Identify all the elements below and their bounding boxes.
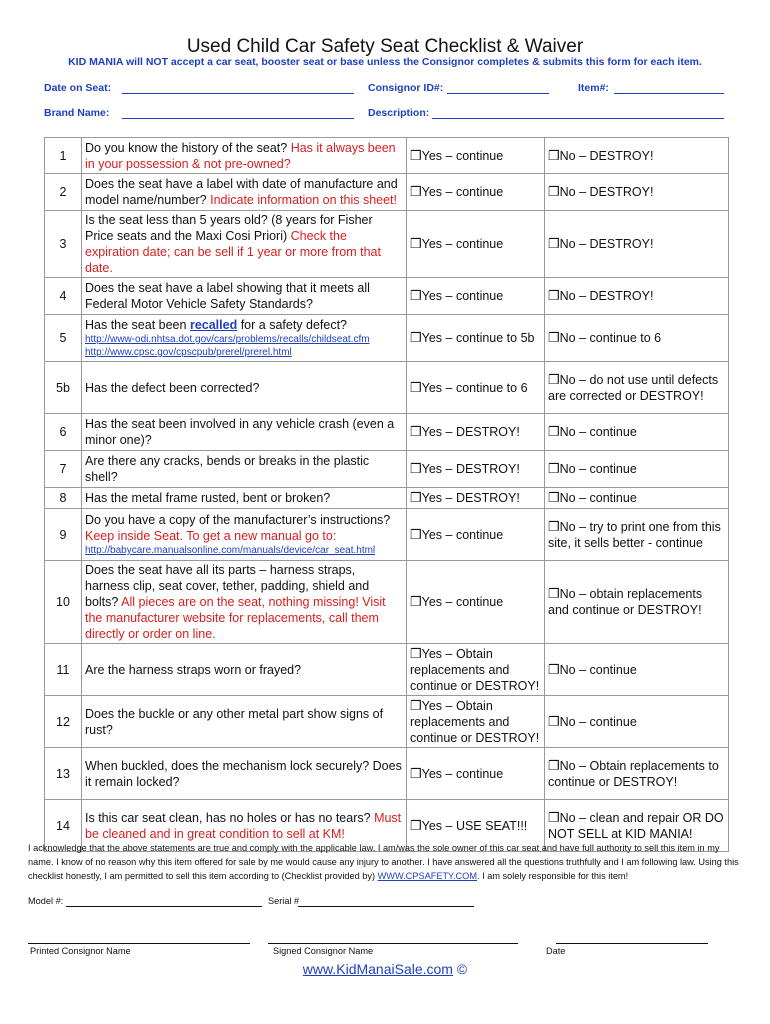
checkbox-icon[interactable]: ❒ (548, 288, 560, 303)
question-text: Has the seat been involved in any vehicle crash (even a minor one)? (85, 417, 395, 447)
checkbox-icon[interactable]: ❒ (410, 461, 422, 476)
yes-label: Yes – Obtain replacements and continue or DESTROY! (410, 646, 540, 693)
serial-field[interactable] (298, 906, 474, 907)
question-cell (82, 696, 407, 748)
checkbox-icon[interactable]: ❒ (548, 184, 560, 199)
yes-option[interactable] (407, 362, 545, 414)
acknowledgement-body: I acknowledge that the above statements are true and comply with the applicable law. I am/was the sole owner of this car seat and have full authority to sell this item in my name. I know of no reason why this item offered for sale by me would cause any injury to another. I have answered all the questions truthfully and I am following law. Using this checklist honestly, I am permitted to sell this item according to (Checklist provided by) (28, 843, 739, 881)
no-label: No – continue (559, 462, 637, 476)
checkbox-icon[interactable]: ❒ (548, 461, 560, 476)
row-number: 12 (45, 696, 82, 748)
table-row (45, 451, 729, 488)
question-cell (82, 278, 407, 315)
no-label: No – continue (559, 714, 637, 729)
serial-label: Serial # (268, 896, 300, 906)
no-label: No – do not use until defects are corrected or DESTROY! (548, 372, 719, 403)
row-number: 13 (45, 748, 82, 800)
checkbox-icon[interactable]: ❒ (548, 809, 560, 825)
question-text-end: for a safety defect? (240, 318, 348, 332)
checkbox-icon[interactable]: ❒ (548, 586, 560, 601)
item-number-label: Item#: (578, 82, 609, 94)
yes-label: Yes – Obtain replacements and continue or DESTROY! (410, 698, 540, 745)
yes-option[interactable] (407, 174, 545, 211)
no-option[interactable] (545, 211, 729, 278)
question-text: Do you know the history of the seat? (85, 140, 288, 155)
table-row (45, 315, 729, 362)
date-on-seat-field[interactable] (122, 93, 354, 94)
date-field[interactable] (556, 943, 708, 944)
no-option[interactable] (545, 509, 729, 561)
question-cell (82, 362, 407, 414)
checkbox-icon[interactable]: ❒ (410, 526, 422, 542)
brand-name-field[interactable] (122, 118, 354, 119)
footer (0, 961, 770, 977)
question-cell (82, 509, 407, 561)
yes-label: Yes – continue (421, 527, 504, 542)
no-label: No – DESTROY! (559, 185, 654, 199)
checkbox-icon[interactable]: ❒ (410, 645, 422, 661)
yes-option[interactable] (407, 561, 545, 644)
cpsc-recall-link[interactable]: http://www.cpsc.gov/cpscpub/prerel/prerel.html (85, 347, 292, 358)
yes-label: Yes – continue (421, 766, 504, 781)
description-field[interactable] (432, 118, 724, 119)
table-row (45, 696, 729, 748)
printed-name-field[interactable] (28, 943, 250, 944)
checkbox-icon[interactable]: ❒ (410, 330, 422, 345)
row-number: 9 (45, 509, 82, 561)
yes-label: Yes – continue (421, 289, 504, 303)
row-number: 6 (45, 414, 82, 451)
yes-label: Yes – continue (421, 595, 504, 609)
no-label: No – DESTROY! (559, 237, 654, 251)
consignor-id-label: Consignor ID#: (368, 82, 444, 94)
question-note: Has it always been in your possession & not pre-owned? (85, 140, 396, 171)
checkbox-icon[interactable]: ❒ (548, 147, 560, 163)
row-number: 11 (45, 644, 82, 696)
printed-name-label: Printed Consignor Name (30, 946, 131, 956)
question-text: Is the seat less than 5 years old? (8 years for Fisher Price seats and the Maxi Cosi Priori) (85, 213, 373, 243)
table-row (45, 509, 729, 561)
no-label: No – DESTROY! (559, 148, 654, 163)
question-text: Are there any cracks, bends or breaks in the plastic shell? (85, 454, 370, 484)
no-label: No – clean and repair OR DO NOT SELL at KID MANIA! (548, 810, 724, 841)
yes-option[interactable] (407, 211, 545, 278)
form-title: Used Child Car Safety Seat Checklist & Waiver (186, 36, 584, 57)
checkbox-icon[interactable]: ❒ (410, 236, 422, 251)
no-option[interactable] (545, 561, 729, 644)
yes-label: Yes – DESTROY! (421, 462, 520, 476)
checkbox-icon[interactable]: ❒ (410, 697, 422, 713)
yes-option[interactable] (407, 644, 545, 696)
row-number: 7 (45, 451, 82, 488)
yes-label: Yes – continue to 6 (421, 380, 528, 395)
no-label: No – continue to 6 (559, 331, 662, 345)
yes-label: Yes – USE SEAT!!! (421, 818, 528, 833)
yes-label: Yes – continue (421, 185, 504, 199)
date-on-seat-label: Date on Seat: (44, 82, 112, 94)
no-option[interactable] (545, 451, 729, 488)
yes-option[interactable] (407, 748, 545, 800)
checkbox-icon[interactable]: ❒ (410, 424, 422, 439)
question-text: Has the defect been corrected? (85, 380, 260, 395)
checkbox-icon[interactable]: ❒ (548, 757, 560, 773)
recalled-link[interactable]: recalled (189, 318, 238, 332)
question-cell (82, 748, 407, 800)
table-row (45, 414, 729, 451)
question-cell (82, 414, 407, 451)
checkbox-icon[interactable]: ❒ (410, 594, 422, 609)
consignor-id-field[interactable] (447, 93, 549, 94)
cpsafety-link[interactable]: WWW.CPSAFETY.COM (377, 871, 477, 881)
description-label: Description: (368, 107, 430, 119)
question-note: Must be cleaned and in great condition to sell at KM! (85, 810, 402, 841)
no-label: No – continue (559, 425, 637, 439)
checkbox-icon[interactable]: ❒ (548, 518, 560, 534)
question-cell (82, 451, 407, 488)
website-link[interactable]: www.KidManaiSale.com (302, 961, 453, 977)
row-number: 5 (45, 315, 82, 362)
table-row (45, 748, 729, 800)
date-label: Date (546, 946, 566, 956)
no-option[interactable] (545, 278, 729, 315)
yes-label: Yes – continue to 5b (421, 331, 535, 345)
no-option[interactable] (545, 174, 729, 211)
no-label: No – Obtain replacements to continue or DESTROY! (548, 758, 719, 789)
question-cell (82, 644, 407, 696)
row-number: 10 (45, 561, 82, 644)
no-option[interactable] (545, 644, 729, 696)
row-number: 14 (45, 800, 82, 852)
question-cell (82, 211, 407, 278)
checkbox-icon[interactable]: ❒ (410, 288, 422, 303)
row-number: 8 (45, 488, 82, 509)
manual-link[interactable]: http://babycare.manualsonline.com/manuals/device/car_seat.html (85, 545, 376, 556)
table-row (45, 138, 729, 174)
no-option[interactable] (545, 696, 729, 748)
table-row (45, 211, 729, 278)
yes-option[interactable] (407, 315, 545, 362)
no-option[interactable] (545, 488, 729, 509)
checkbox-icon[interactable]: ❒ (548, 236, 560, 251)
question-note: Keep inside Seat. To get a new manual go to: (85, 529, 337, 543)
checkbox-icon[interactable]: ❒ (548, 661, 560, 677)
yes-option[interactable] (407, 696, 545, 748)
checkbox-icon[interactable]: ❒ (548, 490, 560, 505)
question-cell (82, 561, 407, 644)
no-option[interactable] (545, 748, 729, 800)
no-label: No – DESTROY! (559, 289, 654, 303)
question-cell (82, 315, 407, 362)
item-number-field[interactable] (614, 93, 724, 94)
acknowledgement-text (28, 841, 740, 883)
table-row (45, 278, 729, 315)
model-field[interactable] (66, 906, 262, 907)
question-cell (82, 174, 407, 211)
brand-name-label: Brand Name: (44, 107, 110, 119)
row-number: 1 (45, 138, 82, 174)
no-label: No – continue (559, 491, 637, 505)
question-text: When buckled, does the mechanism lock securely? Does it remain locked? (85, 758, 402, 789)
yes-option[interactable] (407, 414, 545, 451)
signed-name-label: Signed Consignor Name (273, 946, 374, 956)
form-subtitle: KID MANIA will NOT accept a car seat, booster seat or base unless the Consignor completes & submits this form for each item. (68, 56, 702, 68)
checkbox-icon[interactable]: ❒ (410, 184, 422, 199)
yes-option[interactable] (407, 488, 545, 509)
yes-label: Yes – continue (421, 237, 504, 251)
checkbox-icon[interactable]: ❒ (410, 379, 422, 395)
checkbox-icon[interactable]: ❒ (548, 371, 560, 387)
row-number: 2 (45, 174, 82, 211)
no-option[interactable] (545, 138, 729, 174)
yes-option[interactable] (407, 451, 545, 488)
checkbox-icon[interactable]: ❒ (410, 765, 422, 781)
signature-field[interactable] (268, 943, 518, 944)
no-label: No – try to print one from this site, it sells better - continue (548, 519, 721, 550)
checkbox-icon[interactable]: ❒ (548, 424, 560, 439)
checkbox-icon[interactable]: ❒ (548, 330, 560, 345)
checkbox-icon[interactable]: ❒ (548, 713, 560, 729)
question-note: Indicate information on this sheet! (210, 193, 398, 207)
no-label: No – continue (559, 662, 637, 677)
checkbox-icon[interactable]: ❒ (410, 817, 422, 833)
yes-option[interactable] (407, 138, 545, 174)
no-label: No – obtain replacements and continue or DESTROY! (548, 587, 703, 617)
no-option[interactable] (545, 414, 729, 451)
yes-label: Yes – continue (421, 148, 504, 163)
question-text: Has the seat been (85, 318, 187, 332)
question-text: Is this car seat clean, has no holes or has no tears? (85, 810, 371, 825)
row-number: 3 (45, 211, 82, 278)
no-option[interactable] (545, 315, 729, 362)
row-number: 4 (45, 278, 82, 315)
question-cell (82, 138, 407, 174)
acknowledgement-end: . I am solely responsible for this item! (477, 871, 629, 881)
no-option[interactable] (545, 362, 729, 414)
table-row (45, 174, 729, 211)
yes-option[interactable] (407, 278, 545, 315)
table-row (45, 644, 729, 696)
question-cell (82, 488, 407, 509)
yes-option[interactable] (407, 509, 545, 561)
question-text: Does the buckle or any other metal part show signs of rust? (85, 706, 384, 737)
question-text: Does the seat have a label with date of manufacture and model name/number? (85, 177, 398, 207)
question-text: Does the seat have all its parts – harness straps, harness clip, seat cover, tether, padding, shield and bolts? (85, 563, 370, 609)
checkbox-icon[interactable]: ❒ (410, 490, 422, 505)
question-text: Does the seat have a label showing that it meets all Federal Motor Vehicle Safety Standards? (85, 281, 370, 311)
copyright-icon: © (456, 961, 468, 977)
question-note: Check the expiration date; can be sell if 1 year or more from that date. (85, 229, 381, 275)
question-text: Do you have a copy of the manufacturer’s instructions? (85, 513, 391, 527)
nhtsa-recall-link[interactable]: http://www-odi.nhtsa.dot.gov/cars/problems/recalls/childseat.cfm (85, 334, 370, 345)
yes-label: Yes – DESTROY! (421, 425, 520, 439)
table-row (45, 561, 729, 644)
model-label: Model #: (28, 896, 64, 906)
question-text: Are the harness straps worn or frayed? (85, 662, 302, 677)
question-note: All pieces are on the seat, nothing missing! Visit the manufacturer website for replacements, call them directly or order on line. (85, 595, 386, 641)
yes-label: Yes – DESTROY! (421, 491, 520, 505)
checkbox-icon[interactable]: ❒ (410, 147, 422, 163)
table-row (45, 362, 729, 414)
question-text: Has the metal frame rusted, bent or broken? (85, 491, 331, 505)
row-number: 5b (45, 362, 82, 414)
checklist-table (44, 137, 729, 852)
table-row (45, 488, 729, 509)
